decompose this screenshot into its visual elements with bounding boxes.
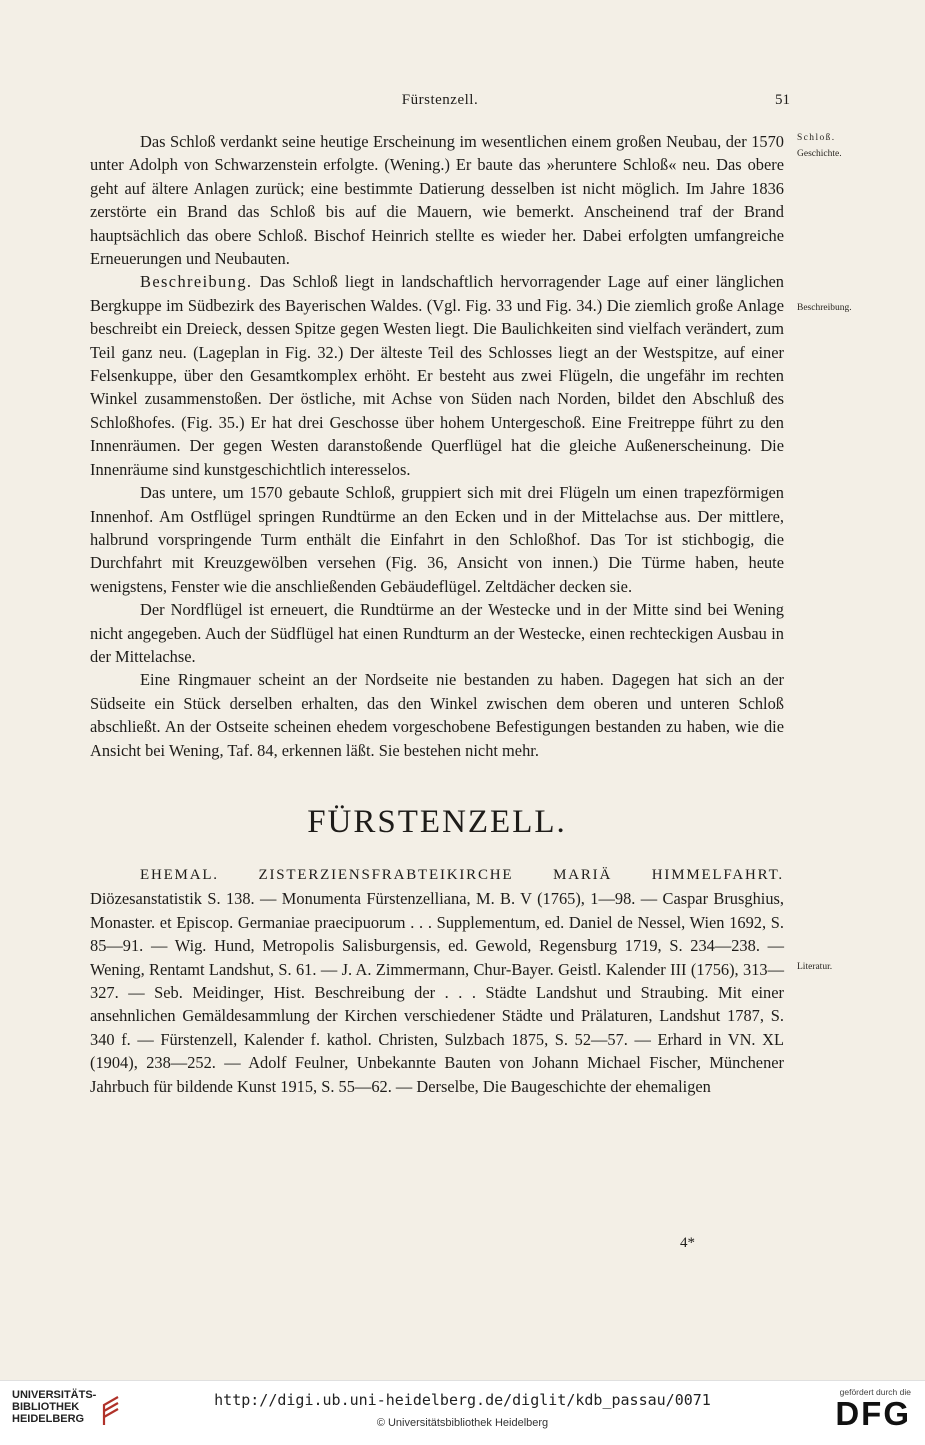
body-text — [90, 130, 784, 1098]
margin-note-literatur: Literatur. — [797, 962, 833, 972]
margin-note-beschreibung: Beschreibung. — [797, 303, 852, 313]
dfg-logo: gefördert durch die DFG — [835, 1387, 911, 1432]
paragraph-north-wing: Der Nordflügel ist erneuert, die Rundtürme an der Westecke und in der Mitte sind bei Wening nicht angegeben. Auch der Südflügel hat einen Rundturm an der Westecke, einen rechteckigen Ausbau in der Mittelachse. — [90, 600, 784, 666]
footer-bar — [0, 1380, 925, 1445]
paragraph-description: Beschreibung. Das Schloß liegt in landschaftlich hervorragender Lage auf einer länglichen Bergkuppe im Südbezirk des Bayerischen Waldes. (Vgl. Fig. 33 und Fig. 34.) Die ziemlich große Anlage beschreibt ein Dreieck, dessen Spitze gegen Westen liegt. Die Baulichkeiten sind vielfach verändert, zum Teil ganz neu. (Lageplan in Fig. 32.) Der älteste Teil des Schlosses liegt an der Westspitze, auf einer Felsenkuppe, über den Gesamtkomplex erhöht. Er besteht aus zwei Flügeln, die ungefähr im rechten Winkel zusammenstoßen. Der östliche, mit Achse von Süden nach Norden, bildet den Abschluß des Schloßhofes. (Fig. 35.) Er hat drei Geschosse über hohem Untergeschoß. Eine Freitreppe führt zu den Innenräumen. Der gegen Westen daranstoßende Querflügel hat die gleiche Außenerscheinung. Die Innenräume sind kunstgeschichtlich interesselos. — [90, 272, 784, 479]
literature-lead: EHEMAL. ZISTERZIENSFRABTEIKIRCHE MARIÄ HIMMELFAHRT. — [140, 866, 784, 883]
margin-note-schloss: Schloß. — [797, 133, 836, 143]
margin-note-geschichte: Geschichte. — [797, 149, 842, 159]
ub-heidelberg-logo: UNIVERSITÄTS- BIBLIOTHEK HEIDELBERG — [12, 1389, 96, 1425]
signature-mark: 4* — [680, 1235, 695, 1251]
paragraph-lead: Beschreibung. — [140, 272, 253, 292]
paragraph-history: Das Schloß verdankt seine heutige Erscheinung im wesentlichen einem großen Neubau, der 1570 unter Adolph von Schwarzenstein erfolgte. (Wening.) Er baute das »heruntere Schloß« neu. Das obere geht auf ältere Anlagen zurück; eine bestimmte Datierung desselben ist nicht möglich. Im Jahre 1836 zerstörte ein Brand das Schloß bis auf die Mauern, wie bemerkt. Anscheinend traf der Brand hauptsächlich das obere Schloß. Bischof Heinrich stellte es wieder her. Dabei erfolgten umfangreiche Erneuerungen und Neubauten. — [90, 132, 784, 269]
running-head-title: Fürstenzell. — [401, 92, 479, 108]
literature-block — [90, 862, 784, 1098]
section-heading: FÜRSTENZELL. — [307, 803, 567, 840]
page-number: 51 — [775, 92, 790, 108]
paragraph-ring-wall: Eine Ringmauer scheint an der Nordseite nie bestanden zu haben. Dagegen hat sich an der Südseite ein Stück derselben erhalten, das den Winkel zwischen dem oberen und unteren Schloß abschließt. An der Ostseite scheinen ehedem vorgeschobene Befestigungen bestanden zu haben, wie die Ansicht bei Wening, Taf. 84, erkennen läßt. Sie bestehen nicht mehr. — [90, 670, 784, 760]
literature-paragraph: EHEMAL. ZISTERZIENSFRABTEIKIRCHE MARIÄ HIMMELFAHRT. Diözesanstatistik S. 138. — Monumenta Fürstenzelliana, M. B. V (1765), 1—98. — Caspar Brusghius, Monaster. et Episcop. Germaniae praecipuorum . . . Supplementum, ed. Daniel de Nessel, Wien 1692, S. 85—91. — Wig. Hund, Metropolis Salisburgensis, ed. Gewold, Regensburg 1719, S. 234—238. — Wening, Rentamt Landshut, S. 61. — J. A. Zimmermann, Chur-Bayer. Geistl. Kalender III (1756), 313—327. — Seb. Meidinger, Hist. Beschreibung der . . . Städte Landshut und Straubing. Mit einer ansehnlichen Gemäldesammlung der Kirchen verschiedener Städte und Prälaturen, Landshut 1787, S. 340 f. — Fürstenzell, Kalender f. kathol. Christen, Sulzbach 1875, S. 52—57. — Erhard in VN. XL (1904), 238—252. — Adolf Feulner, Unbekannte Bauten von Johann Michael Fischer, Münchener Jahrbuch für bildende Kunst 1915, S. 55—62. — Derselbe, Die Baugeschichte der ehemaligen — [90, 866, 784, 1096]
paragraph-lower-castle: Das untere, um 1570 gebaute Schloß, gruppiert sich mit drei Flügeln um einen trapezförmigen Innenhof. Am Ostflügel springen Rundtürme an den Ecken und in der Mittelachse aus. Der mittlere, halbrund vorspringende Turm enthält die Einfahrt in den Schloßhof. Das Tor ist stichbogig, die Durchfahrt mit Kreuzgewölben versehen (Fig. 36, Ansicht von innen.) Die Türme haben, heute wenigstens, Fenster wie die anschließenden Gebäudeflügel. Zeltdächer decken sie. — [90, 483, 784, 596]
copyright-notice: © Universitätsbibliothek Heidelberg — [376, 1417, 549, 1429]
permalink-url[interactable]: http://digi.ub.uni-heidelberg.de/diglit/kdb_passau/0071 — [214, 1391, 711, 1409]
